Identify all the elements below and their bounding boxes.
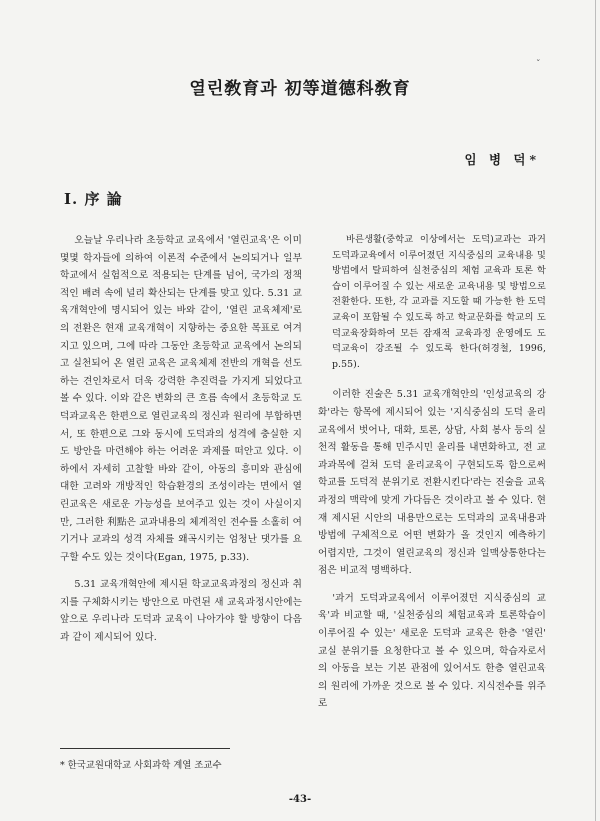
paragraph: 오늘날 우리나라 초등학교 교육에서 '열린교육'은 이미 몇몇 학자들에 의하여 이론적 수준에서 논의되거나 일부 학교에서 실험적으로 적용되는 단계를 넘어, 국가의 정책적인 배려 속에 널리 확산되는 단계를 맞고 있다. 5.31 교육개혁안에 명시되어 있는 바와 같이, '열린 교육체제'로의 전환은 현재 교육개혁이 지향하는 중요한 목표로 여겨지고 있으며, 그에 따라 그동안 초등학교 교육에서 논의되고 실천되어 온 열린 교육은 교육체제 전반의 개혁을 선도하는 견인차로서 더욱 강력한 추진력을 가지게 되었다고 볼 수 있다. 이와 같은 변화의 큰 흐름 속에서 초등학교 도덕과교육은 한편으로 열린교육의 정신과 원리에 부합하면서, 또 한편으로 그와 동시에 도덕과의 성격에 충실한 지도 방안을 마련해야 하는 어려운 과제를 떠안고 있다. 이하에서 자세히 고찰할 바와 같이, 아동의 흥미와 관심에 대한 고려와 개방적인 학습환경의 조성이라는 면에서 열린교육은 새로운 가능성을 보여주고 있는 것이 사실이지만, 그러한 利點은 교과내용의 체계적인 전수를 소홀히 여기거나 교과의 성격 자체를 왜곡시키는 엄청난 댓가를 요구할 수도 있는 것이다(Egan, 1975, p.33).: [60, 235, 302, 563]
footnote-rule: [60, 748, 230, 749]
paragraph: 5.31 교육개혁안에 제시된 학교교육과정의 정신과 취지를 구체화시키는 방안으로 마련된 새 교육과정시안에는 앞으로 우리나라 도덕과 교육이 나아가야 할 방향이 다음과 같이 제시되어 있다.: [60, 579, 302, 644]
paper-title: 열린敎育과 初等道德科敎育: [189, 79, 411, 99]
right-column: [318, 232, 546, 713]
page-edge: [595, 0, 596, 821]
author-name: 임 병 덕*: [464, 152, 540, 167]
scan-mark: ˇ: [536, 60, 541, 70]
paragraph: '과거 도덕과교육에서 이루어졌던 지식중심의 교육'과 비교할 때, '실천중심의 체험교육과 토론학습이 이루어질 수 있는' 새로운 도덕과 교육은 한층 '열린' 교실 분위기를 요청한다고 볼 수 있으며, 학습자로서의 아동을 보는 기본 관점에 있어서도 한층 열린교육의 원리에 가까운 것으로 볼 수 있다. 지식전수를 위주로: [318, 592, 546, 710]
left-column: [60, 232, 302, 647]
footnote: * 한국교원대학교 사회과학 계열 조교수: [60, 760, 222, 771]
section-heading: Ⅰ. 序 論: [64, 190, 123, 208]
page-number: -43-: [288, 794, 312, 805]
paragraph: 이러한 진술은 5.31 교육개혁안의 '인성교육의 강화'라는 항목에 제시되어 있는 '지식중심의 도덕 윤리 교육에서 벗어나, 대화, 토론, 상담, 사회 봉사 등의 실천적 활동을 통해 민주시민 윤리를 내면화하고, 전 교과과목에 걸쳐 도덕 윤리교육이 구현되도록 함으로써 학교를 도덕적 분위기로 전환시킨다'라는 진술을 교육과정의 맥락에 맞게 가다듬은 것이라고 볼 수 있다. 현재 제시된 시안의 내용만으로는 도덕과의 교육내용과 방법에 구체적으로 어떤 변화가 올 것인지 예측하기 어렵지만, 그것이 열린교육의 정신과 일맥상통한다는 점은 비교적 명백하다.: [318, 389, 546, 577]
block-quote: 바른생활(중학교 이상에서는 도덕)교과는 과거 도덕과교육에서 이루어졌던 지식중심의 교육내용 및 방법에서 탈피하여 실천중심의 체험 교육과 토론 학습이 이루어질 수 있는 새로운 교육내용 및 방법으로 전환한다. 또한, 각 교과를 지도할 때 가능한 한 도덕교육이 포함될 수 있도록 하고 학교문화를 학교의 도덕교육장화하여 모든 잠재적 교육과정 운영에도 도덕교육이 강조될 수 있도록 한다(허경철, 1996, p.55).: [332, 234, 546, 370]
